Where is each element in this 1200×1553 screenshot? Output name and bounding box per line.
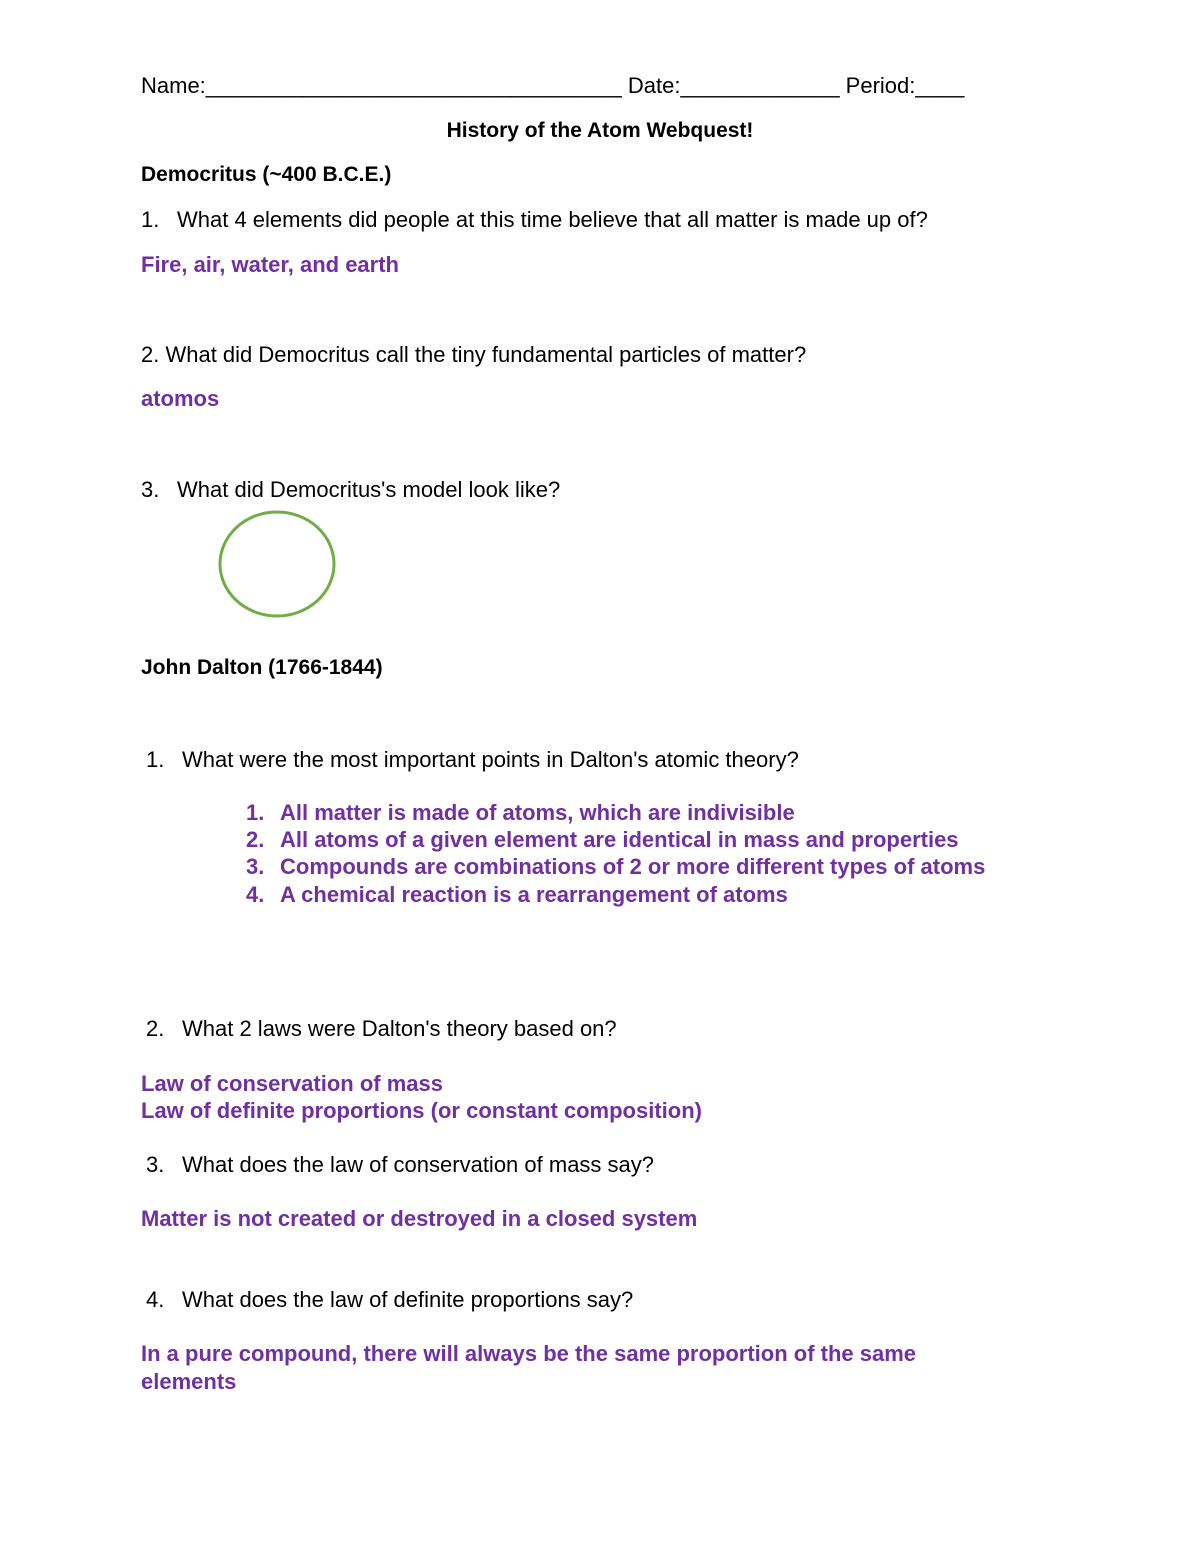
dalton-question-1 [146, 747, 799, 773]
question-text: What does the law of definite proportions say? [182, 1287, 634, 1312]
dalton-question-2 [146, 1016, 617, 1042]
question-text: What were the most important points in Dalton's atomic theory? [182, 747, 799, 772]
question-number: 2. [146, 1016, 165, 1041]
question-number: 4. [146, 1287, 165, 1312]
dalton-answer-3: Matter is not created or destroyed in a closed system [141, 1206, 698, 1231]
point-number: 2. [246, 827, 265, 852]
dalton-question-4 [146, 1287, 633, 1313]
dalton-answer-2-line-2: Law of definite proportions (or constant composition) [141, 1098, 702, 1123]
dalton-answer-4-line-1: In a pure compound, there will always be the same proportion of the same [141, 1341, 917, 1366]
page-title: History of the Atom Webquest! [446, 119, 754, 142]
question-number: 3. [141, 477, 160, 502]
question-text: What 4 elements did people at this time believe that all matter is made up of? [177, 207, 928, 232]
dalton-question-3 [146, 1152, 654, 1178]
dalton-answer-2-line-1: Law of conservation of mass [141, 1071, 443, 1096]
question-number: 1. [146, 747, 165, 772]
question-number: 1. [141, 207, 160, 232]
dalton-point [246, 854, 985, 880]
question-text: What does the law of conservation of mass say? [182, 1152, 655, 1177]
dalton-answer-4-line-2: elements [141, 1369, 237, 1394]
question-text: What 2 laws were Dalton's theory based on? [182, 1016, 617, 1041]
democritus-heading: Democritus (~400 B.C.E.) [141, 163, 392, 186]
democritus-question-2: 2. What did Democritus call the tiny fundamental particles of matter? [141, 342, 807, 367]
democritus-answer-1: Fire, air, water, and earth [141, 252, 399, 277]
point-number: 4. [246, 882, 265, 907]
name-date-period-line: Name:__________________________________ Date:_____________ Period:____ [141, 73, 965, 98]
point-number: 3. [246, 854, 265, 879]
point-text: A chemical reaction is a rearrangement of atoms [280, 882, 788, 907]
point-number: 1. [246, 800, 265, 825]
dalton-heading: John Dalton (1766-1844) [141, 656, 383, 679]
point-text: All matter is made of atoms, which are indivisible [280, 800, 795, 825]
question-text: What did Democritus's model look like? [177, 477, 561, 502]
dalton-point [246, 882, 788, 908]
point-text: All atoms of a given element are identical in mass and properties [280, 827, 959, 852]
dalton-point [246, 827, 959, 853]
democritus-question-3 [141, 477, 560, 503]
point-text: Compounds are combinations of 2 or more different types of atoms [280, 854, 986, 879]
democritus-answer-2: atomos [141, 386, 220, 411]
democritus-question-1 [141, 207, 928, 233]
democritus-model-circle [214, 506, 340, 622]
dalton-point [246, 800, 795, 826]
question-number: 3. [146, 1152, 165, 1177]
